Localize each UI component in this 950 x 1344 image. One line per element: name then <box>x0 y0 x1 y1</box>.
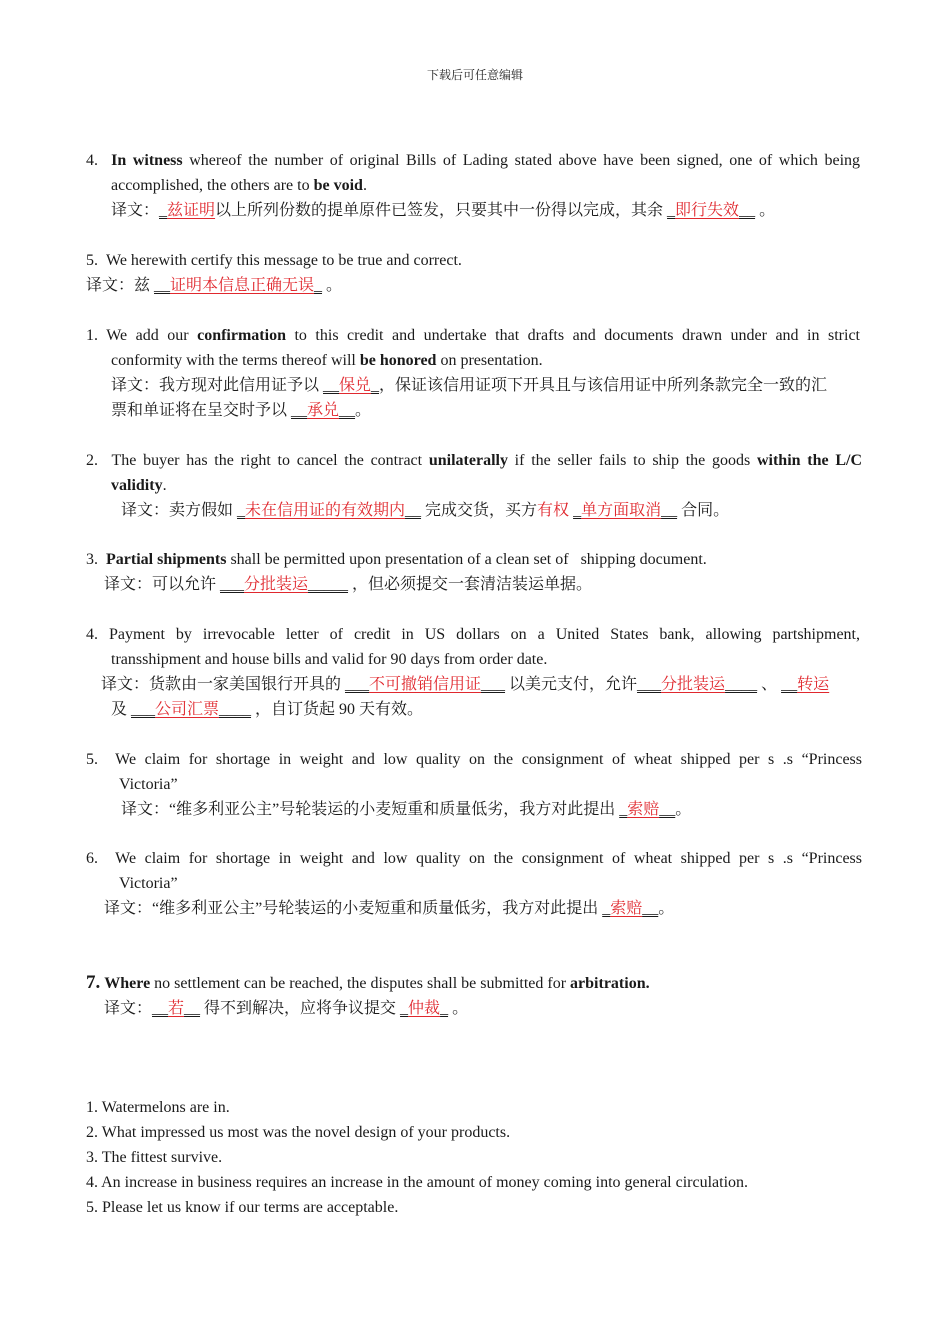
sentence-list-item: 4. An increase in business requires an increase in the amount of money coming into general circulation. <box>86 1174 749 1191</box>
bold-term: In witness <box>111 152 183 169</box>
sentence-list-item: 3. The fittest survive. <box>86 1149 223 1166</box>
bold-term: Where <box>104 975 151 992</box>
answer-blank: 保兑 <box>339 377 372 394</box>
bold-term: validity <box>111 477 163 494</box>
bold-term: within the L/C <box>756 452 863 469</box>
bold-term: be honored <box>359 352 437 369</box>
item-4-line-2: validity. <box>111 477 167 494</box>
item-3-translation-1: 译文：我方现对此信用证予以 __保兑_，保证该信用证项下开具且与该信用证中所列条款完全一致的汇 <box>111 377 828 394</box>
answer-blank: 证明本信息正确无误 <box>170 277 315 294</box>
item-7-line-2: Victoria” <box>119 776 178 793</box>
answer-blank: 承兑 <box>307 402 340 419</box>
answer-blank: 兹证明 <box>167 202 216 219</box>
sentence-list-item: 5. Please let us know if our terms are acceptable. <box>86 1199 399 1216</box>
bold-term: Partial shipments <box>106 551 227 568</box>
item-2-line-1: 5. We herewith certify this message to be true and correct. <box>86 252 462 269</box>
item-8-line-1: 6. We claim for shortage in weight and low quality on the consignment of wheat shipped per s .s “Princess <box>86 850 863 867</box>
item-8-translation: 译文：“维多利亚公主”号轮装运的小麦短重和质量低劣，我方对此提出 _索赔__。 <box>104 900 675 917</box>
item-3-line-2: conformity with the terms thereof will be honored on presentation. <box>111 352 543 369</box>
item-3-line-1: 1. We add our confirmation to this credit and undertake that drafts and documents drawn under and in strict <box>86 327 860 344</box>
item-1-translation: 译文：_兹证明以上所列份数的提单原件已签发，只要其中一份得以完成，其余 _即行失效__ 。 <box>111 202 776 219</box>
item-6-translation-1: 译文：货款由一家美国银行开具的 ___不可撤销信用证___ 以美元支付，允许___分批装运____ 、 __转运 <box>101 676 830 693</box>
answer-blank: 不可撤销信用证 <box>369 676 482 693</box>
item-4-translation: 译文：卖方假如 _未在信用证的有效期内__ 完成交货，买方有权 _单方面取消__ 合同。 <box>121 502 730 519</box>
item-4-line-1: 2. The buyer has the right to cancel the contract unilaterally if the seller fails to ship the goods within the L/C <box>86 452 863 469</box>
answer-blank: 若 <box>168 1000 185 1017</box>
item-3-translation-2: 票和单证将在呈交时予以 __承兑__。 <box>111 402 372 419</box>
item-7-translation: 译文：“维多利亚公主”号轮装运的小麦短重和质量低劣，我方对此提出 _索赔__。 <box>121 801 692 818</box>
answer-blank: 分批装运 <box>661 676 726 693</box>
answer-blank: 索赔 <box>610 900 643 917</box>
item-6-translation-2: 及 ___公司汇票____ ，自订货起 90 天有效。 <box>111 701 424 718</box>
answer-blank: 公司汇票 <box>155 701 220 718</box>
item-1-line-1: 4. In witness whereof the number of original Bills of Lading stated above have been signed, one of which being <box>86 152 861 169</box>
answer-text: 有权 <box>537 502 574 519</box>
item-5-line-1: 3. Partial shipments shall be permitted upon presentation of a clean set of shipping document. <box>86 551 707 568</box>
item-9-line-1: 7. Where no settlement can be reached, the disputes shall be submitted for arbitration. <box>86 972 650 993</box>
item-5-translation: 译文：可以允许 ___分批装运_____ ，但必须提交一套清洁装运单据。 <box>104 576 593 593</box>
sentence-list-item: 1. Watermelons are in. <box>86 1099 230 1116</box>
item-1-line-2: accomplished, the others are to be void. <box>111 177 367 194</box>
answer-blank: 索赔 <box>627 801 660 818</box>
bold-term: confirmation <box>197 327 286 344</box>
answer-blank: 转运 <box>797 676 830 693</box>
bold-term: be void <box>313 177 363 194</box>
item-6-line-2: transshipment and house bills and valid for 90 days from order date. <box>111 651 548 668</box>
bold-term: arbitration. <box>570 975 650 992</box>
item-8-line-2: Victoria” <box>119 875 178 892</box>
item-6-line-1: 4. Payment by irrevocable letter of credit in US dollars on a United States bank, allowing partshipment, <box>86 626 860 643</box>
item-9-translation: 译文：__若__ 得不到解决，应将争议提交 _仲裁_ 。 <box>104 1000 469 1017</box>
item-2-translation: 译文：兹 __证明本信息正确无误_ 。 <box>86 277 343 294</box>
answer-blank: 未在信用证的有效期内 <box>245 502 406 519</box>
answer-blank: 即行失效 <box>675 202 740 219</box>
sentence-list-item: 2. What impressed us most was the novel design of your products. <box>86 1124 511 1141</box>
answer-blank: 分批装运 <box>244 576 309 593</box>
page-header: 下载后可任意编辑 <box>426 68 523 82</box>
bold-term: unilaterally <box>428 452 508 469</box>
answer-blank: 仲裁 <box>408 1000 441 1017</box>
answer-blank: 单方面取消 <box>581 502 662 519</box>
item-7-line-1: 5. We claim for shortage in weight and low quality on the consignment of wheat shipped per s .s “Princess <box>86 751 863 768</box>
